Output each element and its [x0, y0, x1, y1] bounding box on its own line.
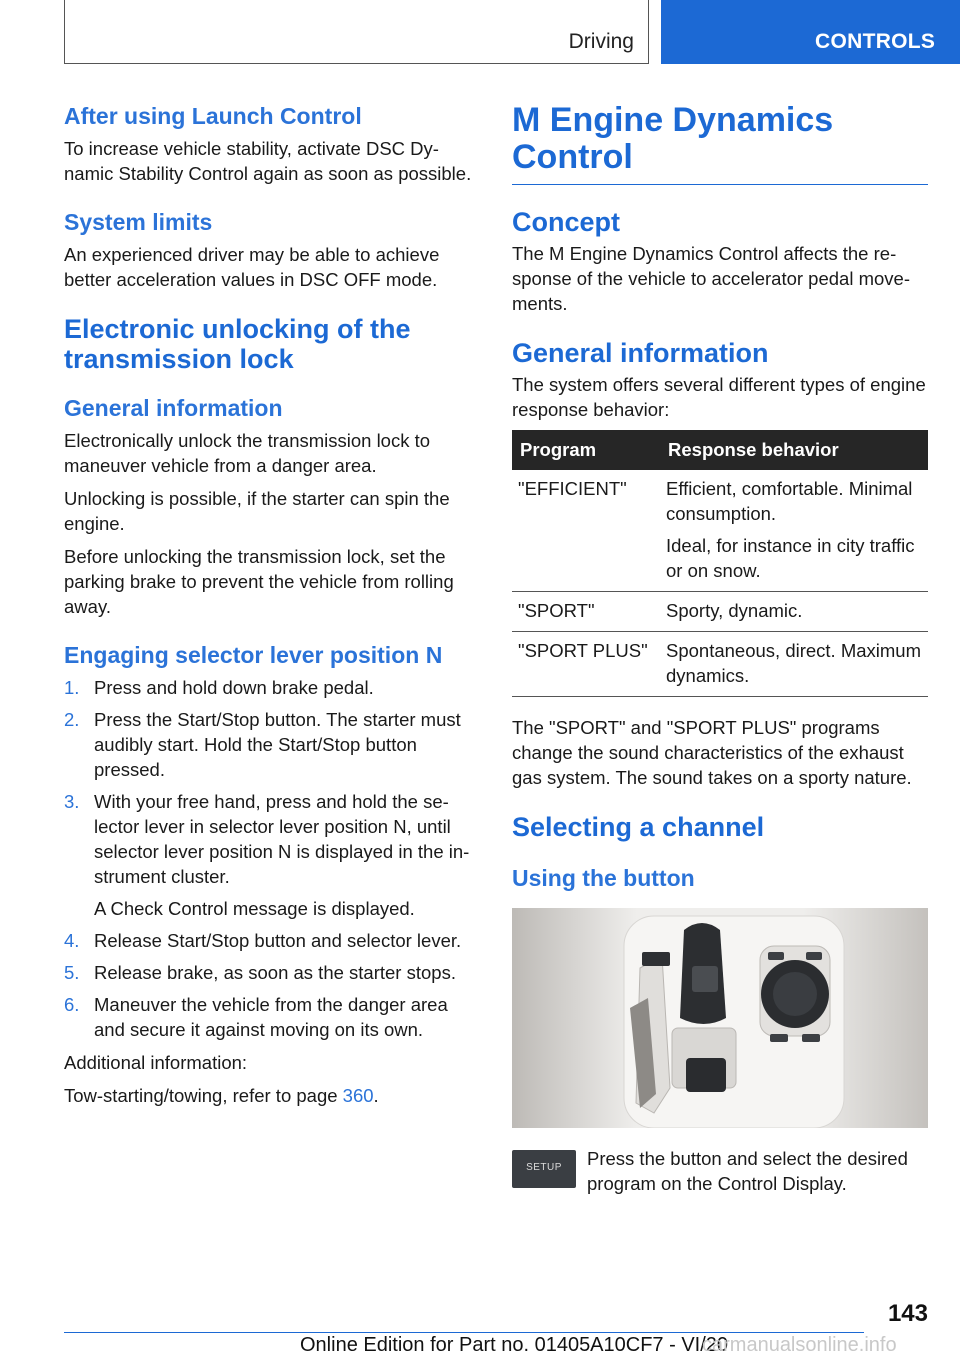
table-row [512, 632, 928, 697]
heading-general-information-right: General information [512, 338, 769, 368]
heading-concept: Concept [512, 207, 620, 237]
center-console-photo [512, 908, 928, 1128]
edition-text: Online Edition for Part no. 01405A10CF7 - VI/20 [300, 1334, 729, 1356]
program-cell: "SPORT PLUS" [512, 632, 660, 697]
chapter-tab[interactable] [661, 0, 960, 64]
column-header-response: Response behavior [660, 430, 928, 470]
unlock-paragraph-3: Before unlocking the transmission lock, set the parking brake to prevent the vehicle from rolling away. [64, 546, 454, 617]
list-item: 2. Press the Start/Stop button. The starter must audibly start. Hold the Start/Stop button pressed. [64, 709, 461, 780]
page-link[interactable]: 360 [342, 1085, 374, 1106]
heading-using-button: Using the button [512, 865, 695, 891]
after-table-text: The "SPORT" and "SPORT PLUS" programs change the sound characteristics of the exhaust gas system. The sound takes on a sporty nature. [512, 717, 912, 788]
list-item: 6. Maneuver the vehicle from the danger area and secure it against moving on its own. [64, 994, 448, 1040]
setup-button-label: SETUP [526, 1162, 562, 1173]
table-row [512, 470, 928, 592]
header-frame [64, 0, 649, 64]
heading-selecting-channel: Selecting a channel [512, 812, 765, 842]
setup-text: Press the button and select the desired program on the Control Display. [587, 1148, 908, 1194]
concept-text: The M Engine Dynamics Control affects the response of the vehicle to accelerator pedal movements. [512, 243, 910, 314]
center-console-illustration [512, 908, 928, 1128]
heading-after-launch-control: After using Launch Control [64, 103, 362, 129]
heading-general-information-left: General information [64, 395, 283, 421]
setup-button-icon [512, 1150, 576, 1188]
behavior-cell: Efficient, comfortable. Minimal consumption. Ideal, for instance in city traffic or on snow. [660, 470, 928, 592]
list-item: 5. Release brake, as soon as the starter stops. [64, 962, 456, 983]
heading-electronic-unlocking: Electronic unlocking of the transmission lock [64, 314, 411, 374]
left-column [64, 102, 482, 1116]
table-header-row [512, 430, 928, 470]
list-item: 4. Release Start/Stop button and selector lever. [64, 930, 462, 951]
behavior-cell: Sporty, dynamic. [660, 592, 928, 632]
behavior-cell: Spontaneous, direct. Maximum dynamics. [660, 632, 928, 697]
chapter-tab-label: CONTROLS [815, 30, 936, 53]
setup-instruction [512, 1146, 928, 1206]
page-number: 143 [887, 1300, 928, 1327]
additional-information: Additional information: [64, 1052, 248, 1073]
unlock-paragraph-2: Unlocking is possible, if the starter can spin the engine. [64, 488, 450, 534]
program-cell: "SPORT" [512, 592, 660, 632]
program-cell: "EFFICIENT" [512, 470, 660, 592]
list-item: 1. Press and hold down brake pedal. [64, 677, 374, 698]
unlock-paragraph-1: Electronically unlock the transmission lock to maneuver vehicle from a danger area. [64, 430, 431, 476]
watermark: carmanualsonline.info [702, 1334, 897, 1356]
towing-reference: Tow-starting/towing, refer to page 360. [64, 1085, 379, 1106]
general-text: The system offers several different types of engine response behavior: [512, 374, 926, 420]
after-launch-text: To increase vehicle stability, activate DSC Dynamic Stability Control again as soon as possible. [64, 138, 472, 184]
heading-engaging-position-n: Engaging selector lever position N [64, 642, 443, 668]
heading-system-limits: System limits [64, 209, 213, 235]
footer-divider [64, 1332, 864, 1333]
system-limits-text: An experienced driver may be able to achieve better acceleration values in DSC OFF mode. [64, 244, 440, 290]
column-header-program: Program [512, 430, 660, 470]
list-item: 3. With your free hand, press and hold the selector lever in selector lever position N, until selector lever position N is displayed in the instrument cluster. A Check Control message is displayed. [64, 791, 470, 919]
page-title: M Engine Dynamics Control [512, 102, 928, 185]
right-column [512, 102, 928, 1206]
program-table [512, 430, 928, 697]
table-row [512, 592, 928, 632]
section-label: Driving [568, 30, 634, 53]
steps-list [64, 675, 482, 1042]
